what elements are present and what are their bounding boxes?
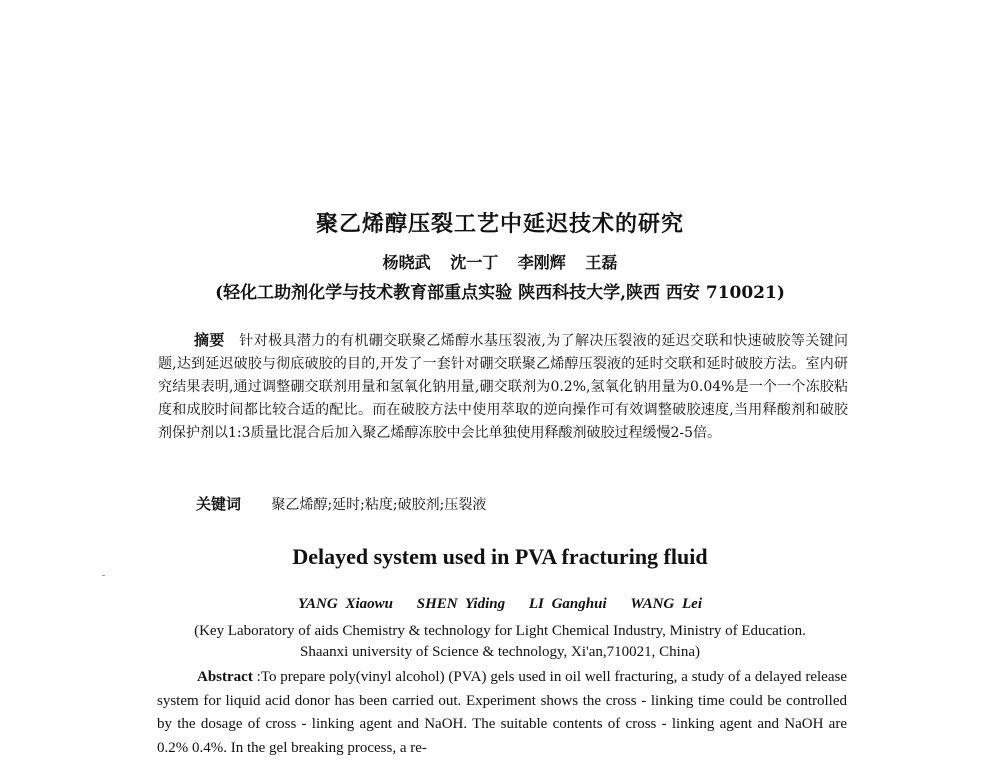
english-authors <box>0 596 1000 613</box>
chinese-keywords <box>196 493 486 514</box>
english-affiliation <box>140 621 860 663</box>
english-affiliation-line: (Key Laboratory of aids Chemistry & technology for Light Chemical Industry, Ministry of Education. <box>194 623 806 639</box>
author-name: 沈一丁 <box>450 253 499 272</box>
chinese-abstract-text: 针对极具潜力的有机硼交联聚乙烯醇水基压裂液,为了解决压裂液的延迟交联和快速破胶等关键问题,达到延迟破胶与彻底破胶的目的,开发了一套针对硼交联聚乙烯醇压裂液的延时交联和延时破胶方法。室内研究结果表明,通过调整硼交联剂用量和氢氧化钠用量,硼交联剂为0.2%,氢氧化钠用量为0.04%是一个一个冻胶粘度和成胶时间都比较合适的配比。而在破胶方法中使用萃取的逆向操作可有效调整破胶速度,当用释酸剂和破胶剂保护剂以1:3质量比混合后加入聚乙烯醇冻胶中会比单独使用释酸剂破胶过程缓慢2-5倍。 <box>158 333 848 441</box>
english-title: Delayed system used in PVA fracturing fluid <box>292 544 708 569</box>
english-abstract-label: Abstract <box>197 669 253 685</box>
scan-speck <box>102 575 105 576</box>
author-name: LI Ganghui <box>528 596 607 612</box>
chinese-authors <box>0 250 1000 273</box>
chinese-keywords-text: 聚乙烯醇;延时;粘度;破胶剂;压裂液 <box>271 497 487 513</box>
author-name: SHEN Yiding <box>416 596 506 612</box>
author-name: WANG Lei <box>630 596 702 612</box>
chinese-keywords-label: 关键词 <box>196 495 242 513</box>
author-name: YANG Xiaowu <box>297 596 393 612</box>
english-abstract-text: :To prepare poly(vinyl alcohol) (PVA) gels used in oil well fracturing, a study of a delayed release system for liquid acid donor has been carried out. Experiment shows the cross - linking time could be controlled by the dosage of cross - linking agent and NaOH. The suitable contents of cross - linking agent and NaOH are 0.2% 0.4%. In the gel breaking process, a re- <box>157 669 847 756</box>
author-name: 杨晓武 <box>382 253 431 272</box>
chinese-abstract <box>158 329 848 445</box>
author-name: 李刚辉 <box>517 253 566 272</box>
chinese-affiliation: (轻化工助剂化学与技术教育部重点实验 陕西科技大学,陕西 西安 710021) <box>215 283 785 303</box>
english-affiliation-line: Shaanxi university of Science & technology, Xi'an,710021, China) <box>300 644 700 660</box>
author-name: 王磊 <box>585 253 618 272</box>
chinese-title: 聚乙烯醇压裂工艺中延迟技术的研究 <box>315 212 684 237</box>
chinese-abstract-label: 摘要 <box>194 331 225 349</box>
english-abstract <box>157 666 847 760</box>
